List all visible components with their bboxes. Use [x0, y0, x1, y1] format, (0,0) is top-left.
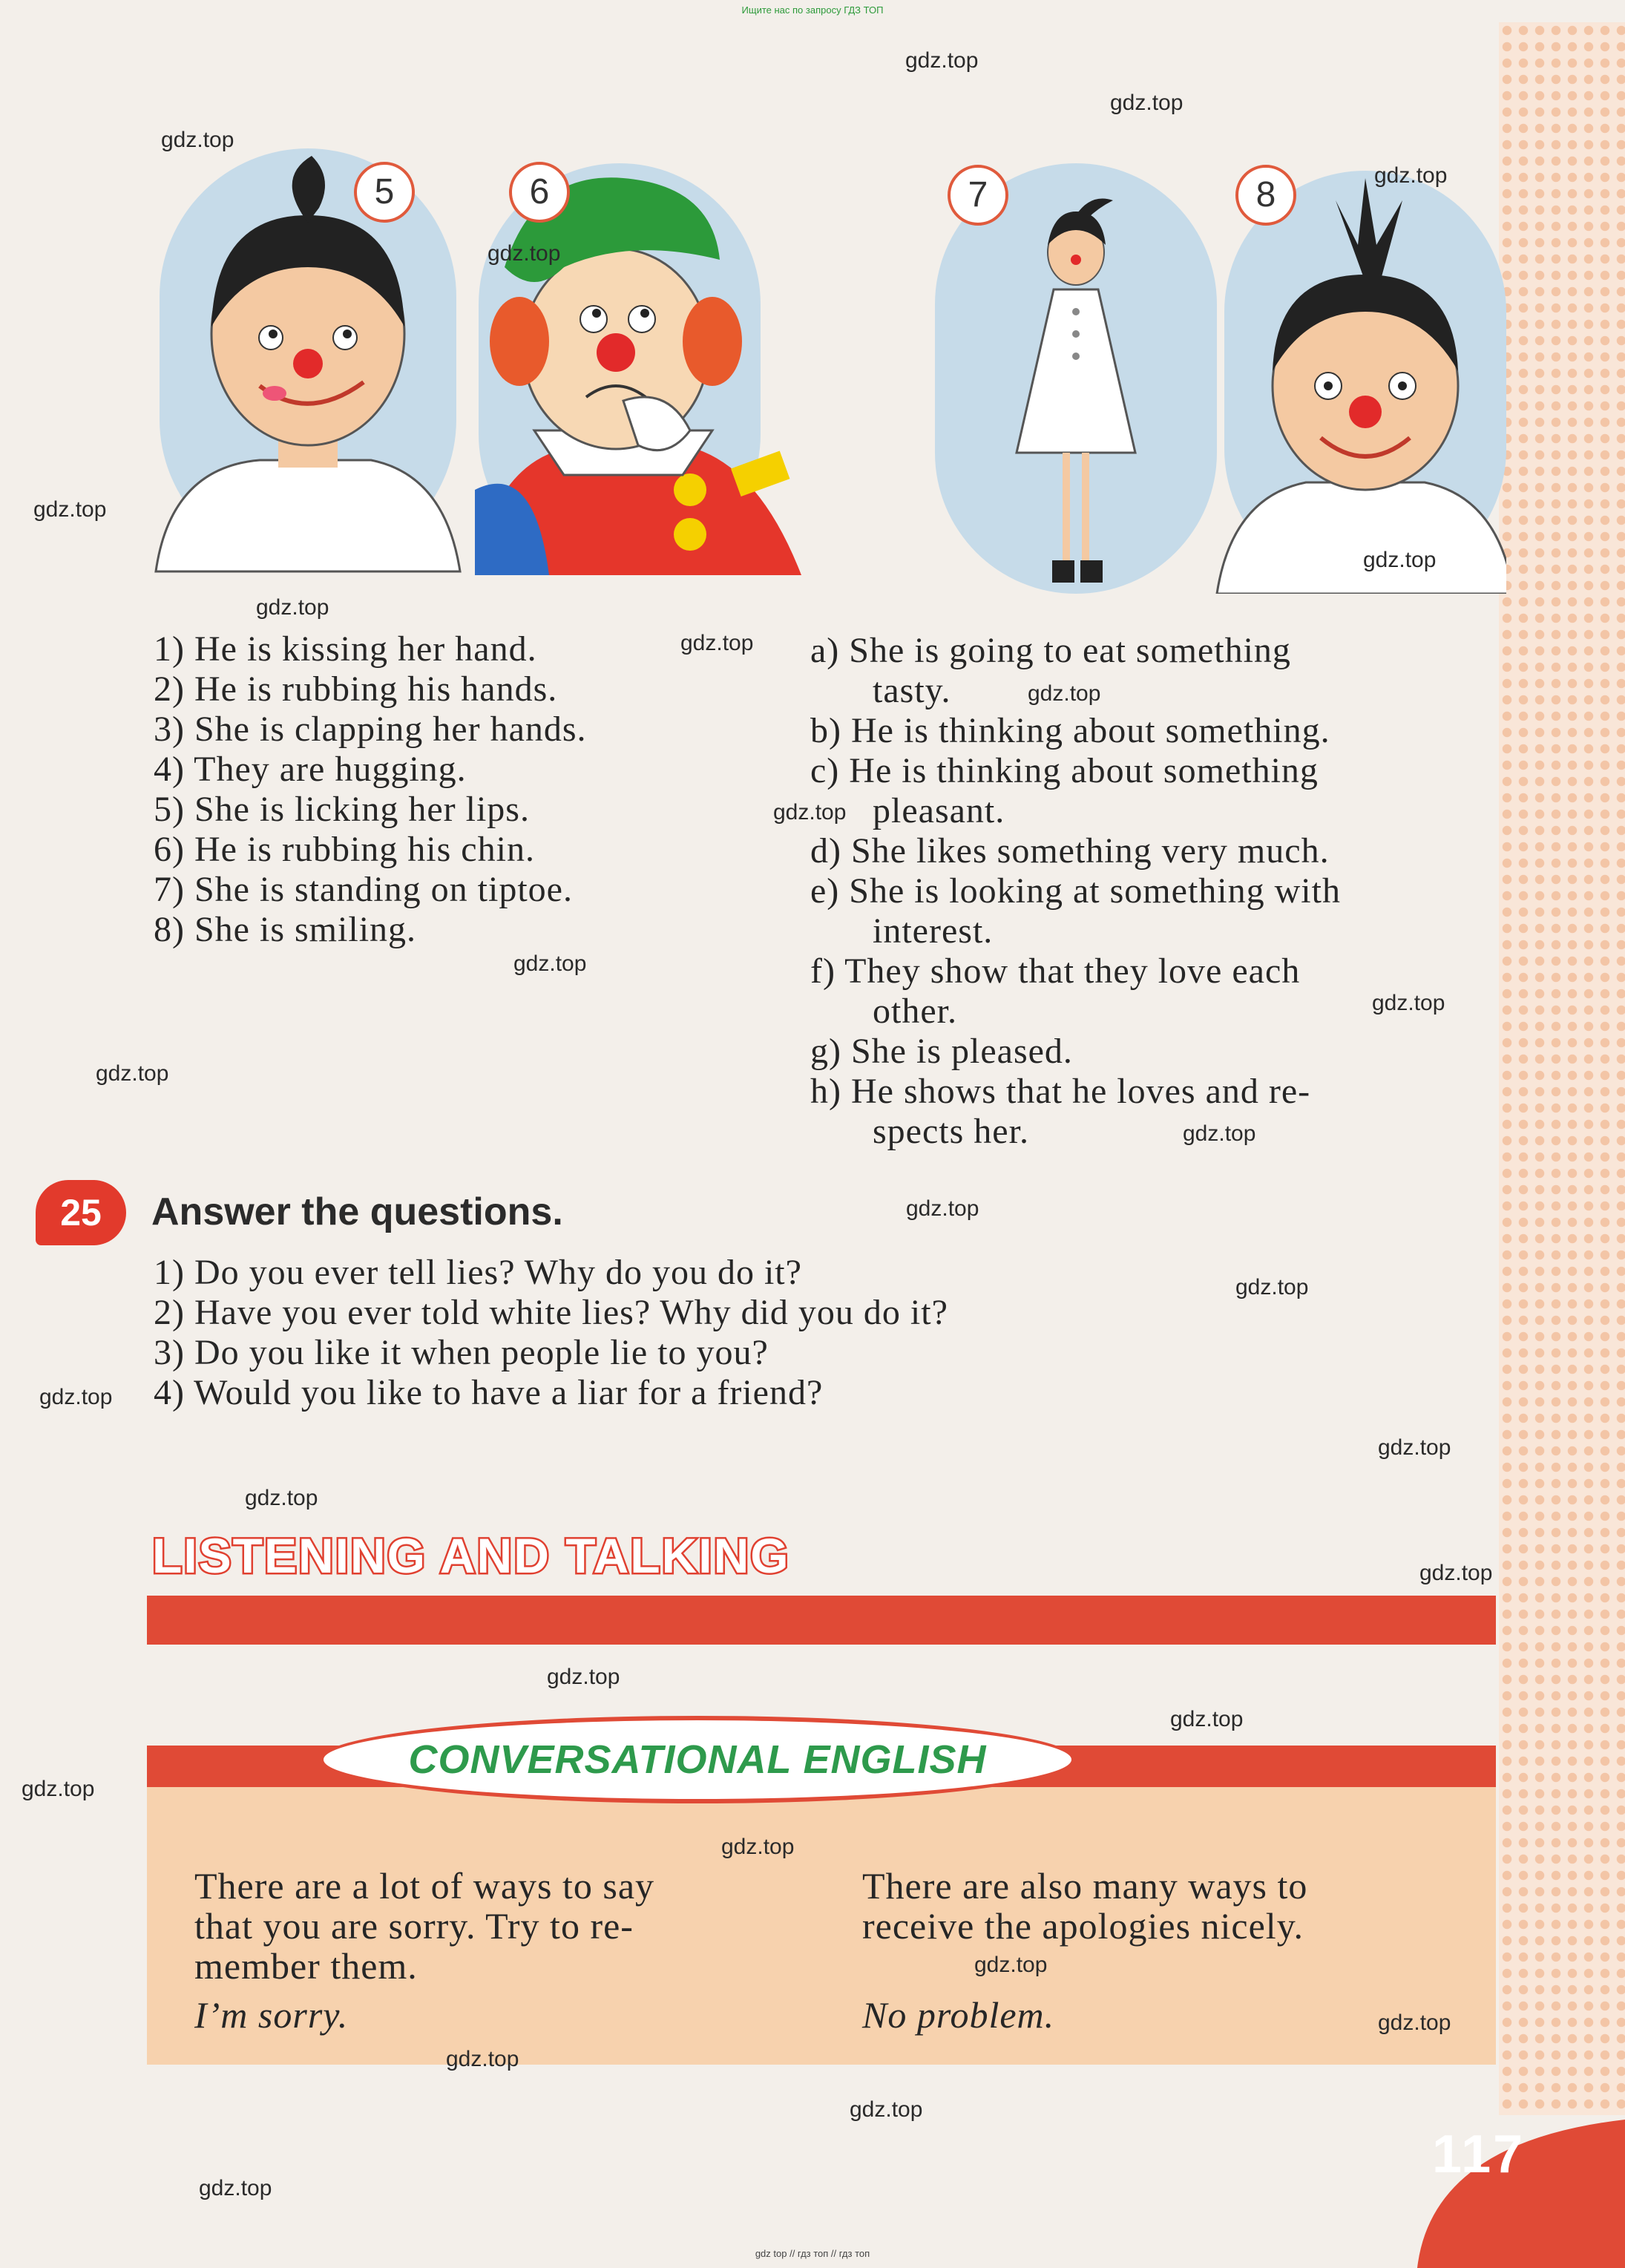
question-item: 1) Do you ever tell lies? Why do you do it?: [154, 1253, 802, 1292]
right-item: b) He is thinking about something.: [810, 711, 1330, 750]
watermark-text: gdz.top: [1235, 1275, 1309, 1299]
watermark-text: gdz.top: [1183, 1121, 1256, 1146]
box-right-text: There are also many ways to: [862, 1865, 1308, 1907]
watermark-text: gdz.top: [256, 595, 329, 620]
right-item: interest.: [873, 911, 994, 951]
right-item: a) She is going to eat something: [810, 631, 1291, 670]
box-left-text: that you are sorry. Try to re-: [194, 1905, 634, 1947]
section-title-bar: [147, 1596, 1496, 1645]
left-item: 4) They are hugging.: [154, 750, 467, 789]
section-subtitle: CONVERSATIONAL ENGLISH: [408, 1737, 987, 1782]
watermark-text: gdz.top: [1419, 1561, 1493, 1585]
watermark-text: gdz.top: [33, 497, 107, 522]
picture-number-7: 7: [948, 165, 1008, 226]
watermark-text: gdz.top: [974, 1953, 1048, 1977]
watermark-text: gdz.top: [488, 241, 561, 266]
watermark-text: gdz.top: [245, 1486, 318, 1510]
picture-5-licking-lips: [156, 148, 460, 571]
left-item: 6) He is rubbing his chin.: [154, 830, 535, 869]
exercise-title: Answer the questions.: [151, 1190, 563, 1233]
box-right-example: No problem.: [862, 1994, 1055, 2036]
watermark-text: gdz.top: [905, 48, 979, 73]
watermark-text: gdz.top: [850, 2097, 923, 2122]
box-left-example: I’m sorry.: [194, 1994, 349, 2036]
decorative-dot-strip: [1499, 22, 1625, 2115]
left-item: 5) She is licking her lips.: [154, 790, 530, 829]
box-right-text: receive the apologies nicely.: [862, 1905, 1304, 1947]
watermark-text: gdz.top: [161, 128, 234, 152]
watermark-text: gdz.top: [1170, 1707, 1244, 1731]
box-left-text: There are a lot of ways to say: [194, 1865, 655, 1907]
left-item: 3) She is clapping her hands.: [154, 709, 587, 749]
picture-number-8: 8: [1235, 165, 1296, 226]
right-item: other.: [873, 992, 957, 1031]
watermark-text: gdz.top: [680, 631, 754, 655]
watermark-text: gdz.top: [1374, 163, 1448, 188]
right-item: c) He is thinking about something: [810, 751, 1319, 790]
exercise-number-badge: 25: [36, 1180, 126, 1245]
watermark-text: gdz.top: [1372, 991, 1445, 1015]
right-item: spects her.: [873, 1112, 1029, 1151]
right-item: tasty.: [873, 671, 951, 710]
left-item: 8) She is smiling.: [154, 910, 417, 949]
right-item: d) She likes something very much.: [810, 831, 1330, 871]
box-left-text: member them.: [194, 1945, 418, 1987]
left-item: 7) She is standing on tiptoe.: [154, 870, 573, 909]
picture-6-rubbing-chin: [475, 163, 801, 575]
right-item: h) He shows that he loves and re-: [810, 1072, 1311, 1111]
right-item: f) They show that they love each: [810, 951, 1301, 991]
picture-8-smiling: [1217, 171, 1506, 594]
watermark-text: gdz.top: [39, 1385, 113, 1409]
section-title: LISTENING AND TALKING: [152, 1528, 790, 1583]
right-item: g) She is pleased.: [810, 1032, 1073, 1071]
picture-7-on-tiptoe: [935, 163, 1217, 594]
watermark-text: gdz.top: [22, 1777, 95, 1801]
watermark-text: gdz.top: [1110, 91, 1184, 115]
footer-note: gdz top // гдз топ // гдз топ: [755, 2248, 870, 2259]
left-item: 2) He is rubbing his hands.: [154, 669, 558, 709]
watermark-text: gdz.top: [773, 800, 847, 825]
question-item: 3) Do you like it when people lie to you?: [154, 1333, 769, 1372]
watermark-text: gdz.top: [1378, 2010, 1451, 2035]
watermark-text: gdz.top: [446, 2047, 519, 2071]
right-item: e) She is looking at something with: [810, 871, 1341, 911]
watermark-text: gdz.top: [721, 1835, 795, 1859]
watermark-text: gdz.top: [1028, 681, 1101, 706]
watermark-text: gdz.top: [513, 951, 587, 976]
watermark-text: gdz.top: [96, 1061, 169, 1086]
watermark-text: gdz.top: [1363, 548, 1437, 572]
question-item: 2) Have you ever told white lies? Why did you do it?: [154, 1293, 948, 1332]
watermark-text: gdz.top: [547, 1665, 620, 1689]
left-item: 1) He is kissing her hand.: [154, 629, 537, 669]
picture-number-5: 5: [354, 162, 415, 223]
watermark-text: gdz.top: [906, 1196, 979, 1221]
right-item: pleasant.: [873, 791, 1005, 830]
watermark-text: gdz.top: [199, 2176, 272, 2200]
illustrations: [148, 148, 1506, 594]
page-number: 117: [1432, 2125, 1526, 2184]
picture-number-6: 6: [509, 162, 570, 223]
header-note: Ищите нас по запросу ГДЗ ТОП: [741, 4, 884, 16]
watermark-text: gdz.top: [1378, 1435, 1451, 1460]
question-item: 4) Would you like to have a liar for a friend?: [154, 1373, 824, 1412]
